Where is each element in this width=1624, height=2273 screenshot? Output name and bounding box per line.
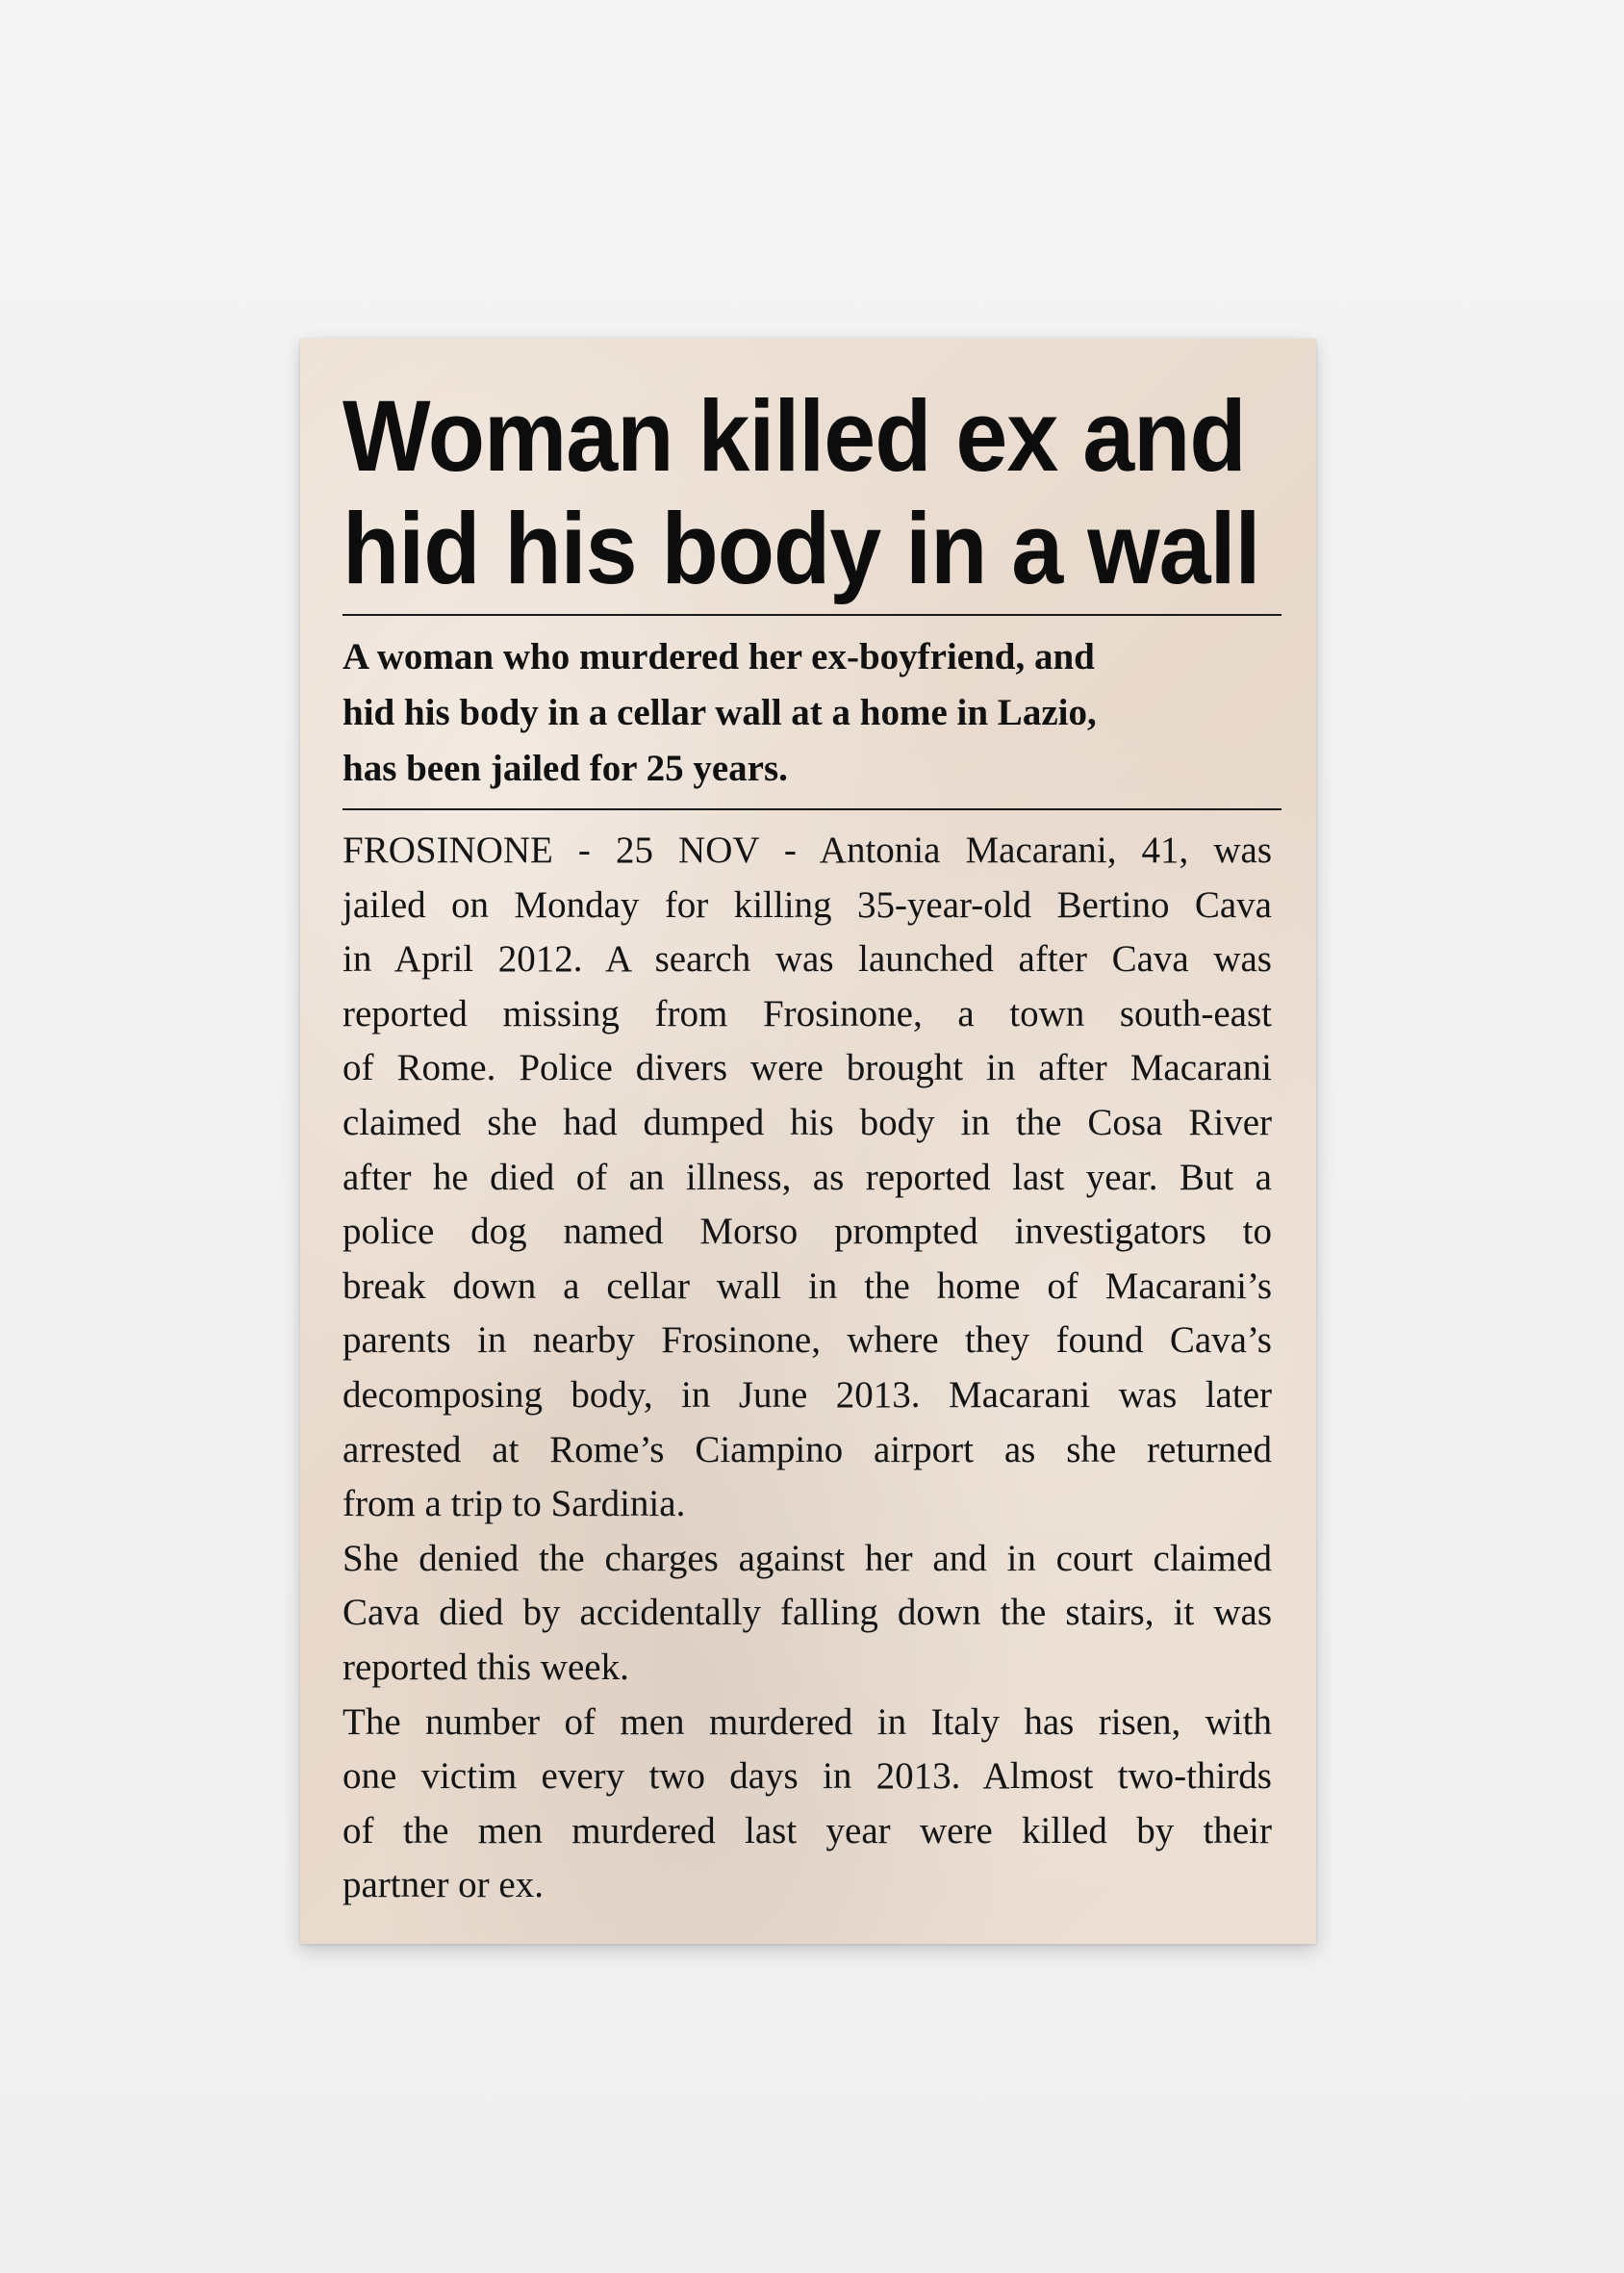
body-line: partner or ex. <box>343 1864 544 1906</box>
body-line: claimed she had dumped his body in the Cosa River <box>343 1101 1272 1143</box>
headline-line: Woman killed ex and <box>343 379 1246 493</box>
body-line: break down a cellar wall in the home of Macarani’s <box>343 1264 1272 1307</box>
body-line: Cava died by accidentally falling down the stairs, it was <box>343 1592 1272 1634</box>
body-line: FROSINONE - 25 NOV - Antonia Macarani, 41, was <box>343 830 1272 871</box>
standfirst <box>343 629 1272 797</box>
body-line: reported missing from Frosinone, a town south-east <box>343 992 1272 1034</box>
body-line: jailed on Monday for killing 35-year-old Bertino Cava <box>343 883 1272 926</box>
body-line: parents in nearby Frosinone, where they found Cava’s <box>343 1319 1272 1362</box>
body-line: in April 2012. A search was launched after Cava was <box>343 938 1272 981</box>
body-line: after he died of an illness, as reported last year. But a <box>343 1156 1272 1198</box>
standfirst-line: hid his body in a cellar wall at a home in Lazio, <box>343 692 1097 733</box>
body-line: one victim every two days in 2013. Almost two-thirds <box>343 1755 1272 1798</box>
headline-line: hid his body in a wall <box>343 491 1260 605</box>
body-line: The number of men murdered in Italy has risen, with <box>343 1700 1272 1743</box>
article-body <box>343 824 1272 1913</box>
headline <box>343 339 1272 604</box>
body-line: of the men murdered last year were killed by their <box>343 1809 1272 1852</box>
body-line: from a trip to Sardinia. <box>343 1483 686 1525</box>
body-line: police dog named Morso prompted investigators to <box>343 1211 1272 1253</box>
standfirst-line: has been jailed for 25 years. <box>343 748 788 789</box>
divider <box>343 808 1281 810</box>
standfirst-line: A woman who murdered her ex-boyfriend, and <box>343 636 1095 677</box>
body-line: arrested at Rome’s Ciampino airport as she returned <box>343 1428 1272 1470</box>
newspaper-clipping <box>300 339 1316 1944</box>
body-line: of Rome. Police divers were brought in after Macarani <box>343 1047 1272 1089</box>
divider <box>343 614 1281 616</box>
body-line: decomposing body, in June 2013. Macarani was later <box>343 1373 1272 1416</box>
body-line: She denied the charges against her and in court claimed <box>343 1537 1272 1579</box>
body-line: reported this week. <box>343 1646 629 1688</box>
